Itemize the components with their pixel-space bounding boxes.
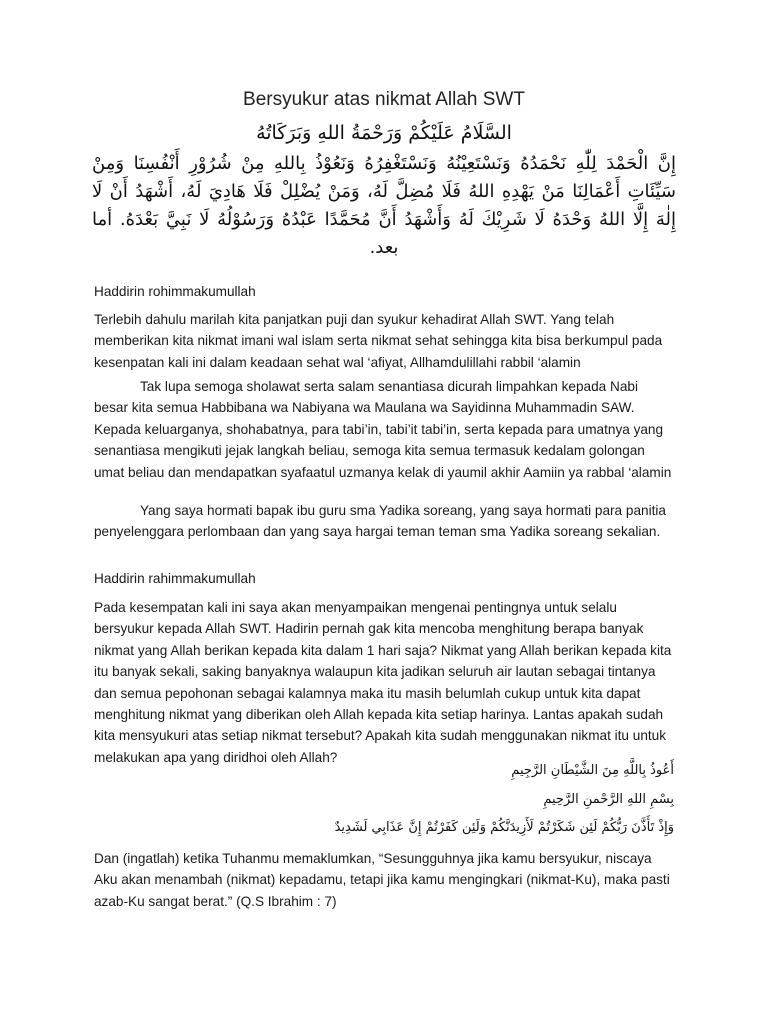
verse-translation: Dan (ingatlah) ketika Tuhanmu memaklumkan, “Sesungguhnya jika kamu bersyukur, niscaya Aku akan menambah (nikmat) kepadamu, tetapi jika kamu mengingkari (nikmat-Ku), maka pasti azab-Ku sangat berat.” (Q.S Ibrahim : 7)	[94, 851, 670, 909]
paragraph-2: Tak lupa semoga sholawat serta salam senantiasa dicurah limpahkan kepada Nabi besar kita semua Habbibana wa Nabiyana wa Maulana wa Sayidinna Muhammadin SAW. Kepada keluarganya, shohabatnya, para tabi’in, tabi’it tabi’in, serta kepada para umatnya yang senantiasa mengikuti jejak langkah beliau, semoga kita semua termasuk kedalam golongan umat beliau dan mendapatkan syafaatul uzmanya kelak di yaumil akhir Aamiin ya rabbal ‘alamin	[94, 379, 672, 480]
greeting-1: Haddirin rohimmakumullah	[94, 284, 256, 299]
paragraph-3: Yang saya hormati bapak ibu guru sma Yadika soreang, yang saya hormati para panitia penyelenggara perlombaan dan yang saya hargai teman teman sma Yadika soreang sekalian.	[94, 503, 666, 540]
document-title: Bersyukur atas nikmat Allah SWT	[243, 89, 525, 110]
arabic-basmalah: بِسْمِ اللهِ الرَّحْمنِ الرَّحِيمِ	[543, 792, 674, 807]
arabic-salam: السَّلَامُ عَلَيْكُمْ وَرَحْمَةُ اللهِ وَبَرَكَاتُهُ	[256, 122, 512, 144]
arabic-opening: إِنَّ الْحَمْدَ لِلّٰهِ نَحْمَدُهُ وَنَسْتَعِيْنُهُ وَنَسْتَغْفِرُهُ وَنَعُوْذُ بِاللهِ مِنْ شُرُوْرِ أَنْفُسِنَا وَمِنْ سَيِّئَاتِ أَعْمَالِنَا مَنْ يَهْدِهِ اللهُ فَلَا مُضِلَّ لَهُ، وَمَنْ يُضْلِلْ فَلَا هَادِيَ لَهُ، أَشْهَدُ أَنْ لَا إِلٰهَ إِلَّا اللهُ وَحْدَهُ لَا شَرِيْكَ لَهُ وَأَشْهَدُ أَنَّ مُحَمَّدًا عَبْدُهُ وَرَسُوْلُهُ لَا نَبِيَّ بَعْدَهُ. أما بعد.	[92, 153, 676, 258]
arabic-taawudz: أَعُوذُ بِاللَّهِ مِنَ الشَّيْطَانِ الرَّجِيمِ	[511, 763, 674, 778]
paragraph-4: Pada kesempatan kali ini saya akan menyampaikan mengenai pentingnya untuk selalu bersyukur kepada Allah SWT. Hadirin pernah gak kita mencoba menghitung berapa banyak nikmat yang Allah berikan kepada kita dalam 1 hari saja? Nikmat yang Allah berikan kepada kita itu banyak sekali, saking banyaknya walaupun kita jadikan seluruh air lautan sebagai tintanya dan semua pepohonan sebagai kalamnya maka itu masih belumlah cukup untuk kita dapat menghitung nikmat yang diberikan oleh Allah kepada kita setiap harinya. Lantas apakah sudah kita mensyukuri atas setiap nikmat tersebut? Apakah kita sudah menggunakan nikmat itu untuk melakukan apa yang diridhoi oleh Allah?	[94, 600, 672, 765]
arabic-verse: وَإِذْ تَأَذَّنَ رَبُّكُمْ لَئِن شَكَرْتُمْ لَأَزِيدَنَّكُمْ وَلَئِن كَفَرْتُمْ إِنَّ عَذَابِي لَشَدِيدٌ	[334, 820, 674, 835]
paragraph-1: Terlebih dahulu marilah kita panjatkan puji dan syukur kehadirat Allah SWT. Yang telah memberikan kita nikmat imani wal islam serta nikmat sehat sehingga kita bisa berkumpul pada kesenpatan kali ini dalam keadaan sehat wal ‘afiyat, Allhamdulillahi rabbil ‘alamin	[94, 312, 663, 370]
greeting-2: Haddirin rahimmakumullah	[94, 571, 256, 586]
